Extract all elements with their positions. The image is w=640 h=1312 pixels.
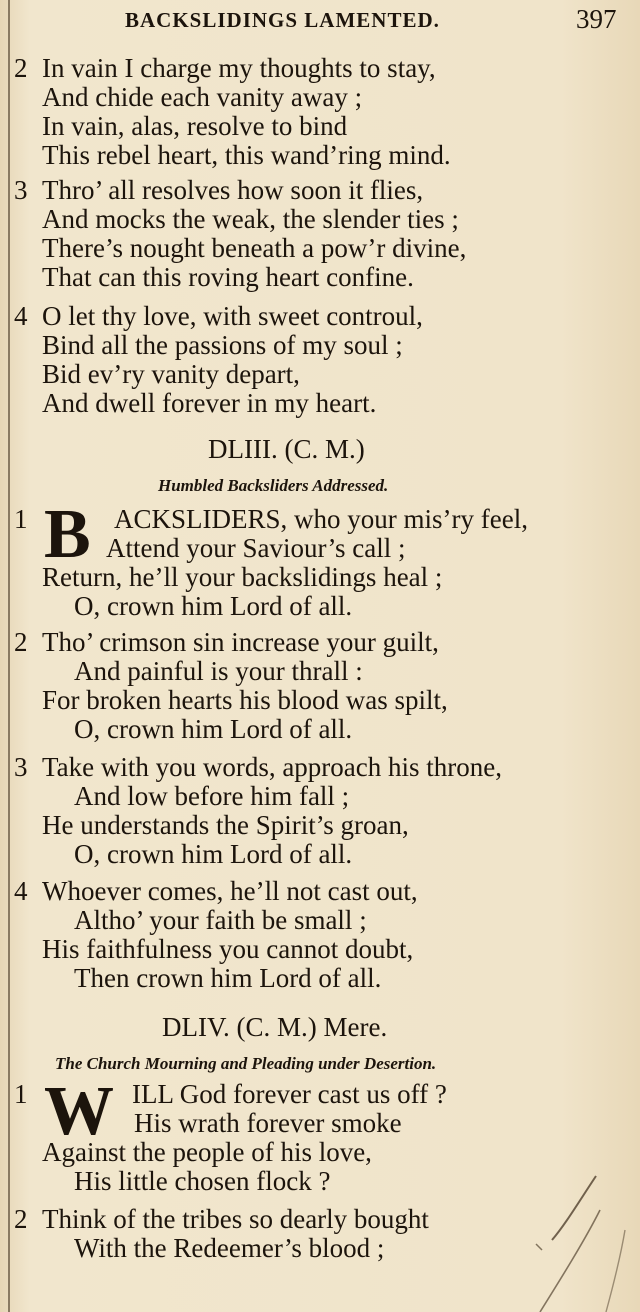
stanza-number: 3 — [14, 752, 28, 782]
hymn-title: DLIII. (C. M.) — [208, 434, 365, 464]
verse-line: 2 Think of the tribes so dearly bought — [14, 1204, 429, 1234]
verse-line: With the Redeemer’s blood ; — [74, 1233, 385, 1263]
stanza-number: 1 — [14, 504, 28, 534]
verse-line: And mocks the weak, the slender ties ; — [42, 204, 459, 234]
drop-cap: W — [44, 1073, 114, 1150]
stanza-number: 4 — [14, 876, 28, 906]
verse-line: 1 ILL God forever cast us off ? — [14, 1079, 447, 1109]
verse-line: And dwell forever in my heart. — [42, 388, 377, 418]
verse-line: And painful is your thrall : — [74, 656, 363, 686]
hymn-subtitle: Humbled Backsliders Addressed. — [158, 476, 389, 495]
verse-line: His wrath forever smoke — [134, 1108, 402, 1138]
verse-line: Against the people of his love, — [42, 1137, 372, 1167]
verse-line: Altho’ your faith be small ; — [74, 905, 367, 935]
verse-line: Return, he’ll your backslidings heal ; — [42, 562, 443, 592]
stanza-number: 2 — [14, 627, 28, 657]
verse-line: There’s nought beneath a pow’r divine, — [42, 233, 467, 263]
verse-line: 3 Take with you words, approach his throne, — [14, 752, 503, 782]
stanza-number: 3 — [14, 175, 28, 205]
verse-line: O, crown him Lord of all. — [74, 714, 353, 744]
verse-line: O, crown him Lord of all. — [74, 591, 353, 621]
verse-line: That can this roving heart confine. — [42, 262, 414, 292]
verse-line: Bind all the passions of my soul ; — [42, 330, 403, 360]
verse-line: For broken hearts his blood was spilt, — [42, 685, 448, 715]
verse-line: His little chosen flock ? — [74, 1166, 331, 1196]
drop-cap: B — [44, 496, 91, 573]
running-head: BACKSLIDINGS LAMENTED. — [125, 8, 440, 32]
verse-line: O, crown him Lord of all. — [74, 839, 353, 869]
verse-line: 4 O let thy love, with sweet controul, — [14, 301, 423, 331]
stanza-number: 4 — [14, 301, 28, 331]
verse-line: Attend your Saviour’s call ; — [106, 533, 406, 563]
verse-line: 3 Thro’ all resolves how soon it flies, — [14, 175, 424, 205]
verse-line: 1 ACKSLIDERS, who your mis’ry feel, — [14, 504, 528, 534]
verse-line: 2 In vain I charge my thoughts to stay, — [14, 53, 436, 83]
stanza-number: 2 — [14, 53, 28, 83]
verse-line: And chide each vanity away ; — [42, 82, 363, 112]
verse-line: 4 Whoever comes, he’ll not cast out, — [14, 876, 418, 906]
verse-line: This rebel heart, this wand’ring mind. — [42, 140, 451, 170]
page-number: 397 — [576, 4, 617, 34]
verse-line: Bid ev’ry vanity depart, — [42, 359, 300, 389]
stanza-number: 1 — [14, 1079, 28, 1109]
hymn-subtitle: The Church Mourning and Pleading under Desertion. — [55, 1054, 437, 1073]
hymn-title: DLIV. (C. M.) Mere. — [162, 1012, 388, 1042]
verse-line: And low before him fall ; — [74, 781, 350, 811]
verse-line: His faithfulness you cannot doubt, — [42, 934, 414, 964]
verse-line: He understands the Spirit’s groan, — [42, 810, 409, 840]
verse-line: Then crown him Lord of all. — [74, 963, 382, 993]
stanza-number: 2 — [14, 1204, 28, 1234]
verse-line: 2 Tho’ crimson sin increase your guilt, — [14, 627, 439, 657]
verse-line: In vain, alas, resolve to bind — [42, 111, 348, 141]
